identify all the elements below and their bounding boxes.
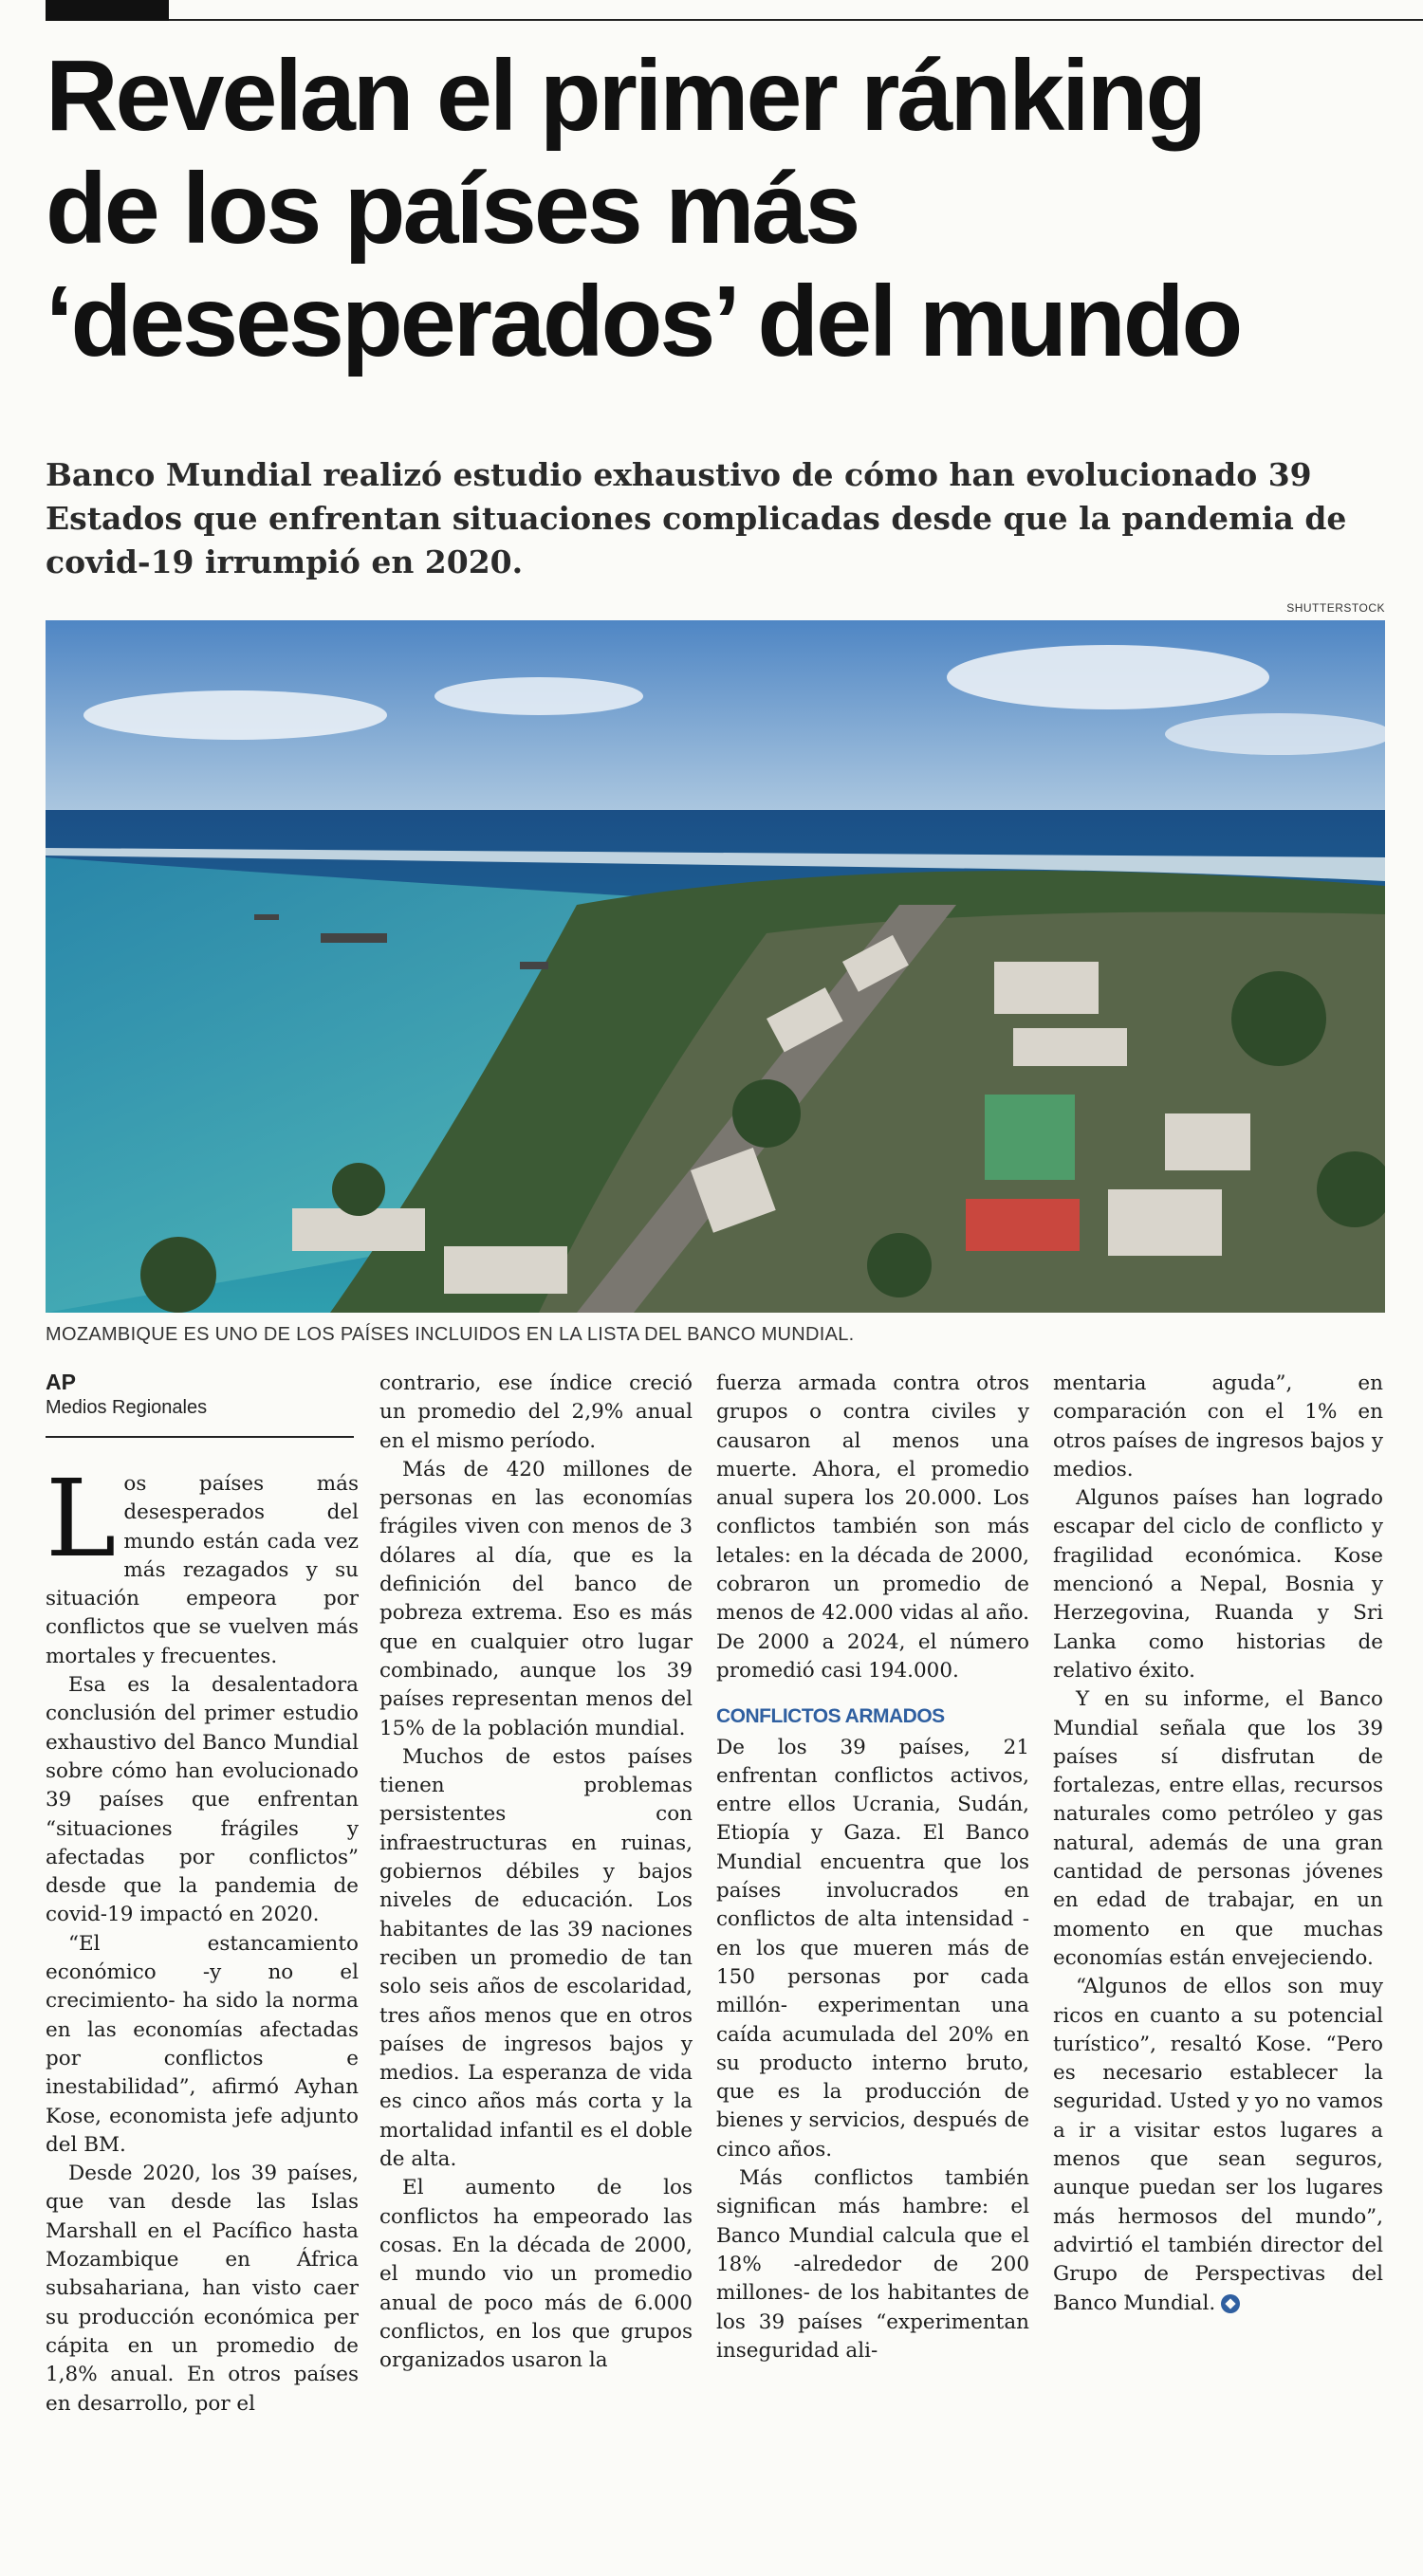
article-paragraph: Más de 420 millones de personas en las economías frágiles viven con menos de 3 dólares al día, que es la definición del banco de pobreza extrema. Eso es más que en cualquier otro lugar combinado, aunque los 39 países representan menos del 15% de la población mundial. (379, 1457, 693, 1740)
article-paragraph (46, 1470, 359, 1671)
article-closing-text: “Algunos de ellos son muy ricos en cuanto a su potencial turístico”, resaltó Kose. “Pero es necesario establecer la seguridad. Usted y yo no vamos a ir a visitar estos lugares a menos que sean seguros, aunque puedan ser los lugares más hermosos del mundo”, advirtió el también director del Grupo de Perspectivas del Banco Mundial. (1053, 1975, 1383, 2315)
article-paragraph: El aumento de los conflictos ha empeorado las cosas. En la década de 2000, el mundo vio un promedio anual de poco más de 6.000 conflictos, en los que grupos organizados usaron la (379, 2176, 693, 2373)
byline (46, 1370, 349, 1419)
article-paragraph: “El estancamiento económico -y no el crecimiento- ha sido la norma en las economías afectadas por conflictos e inestabilidad”, afirmó Ayhan Kose, economista jefe adjunto del BM. (46, 1931, 359, 2157)
article-paragraph: Y en su informe, el Banco Mundial señala que los 39 países sí disfrutan de fortalezas, entre ellas, recursos naturales como petróleo y gas natural, además de una gran cantidad de personas jóvenes en edad de trabajar, en un momento en que muchas economías están envejeciendo. (1053, 1687, 1383, 1970)
article-paragraph: Desde 2020, los 39 países, que van desde las Islas Marshall en el Pacífico hasta Mozambique en África subsahariana, han visto caer su producción económica per cápita en un promedio de 1,8% anual. En otros países en desarrollo, por el (46, 2162, 359, 2416)
headline-line-3: ‘desesperados’ del mundo (46, 266, 1241, 377)
top-rule (169, 19, 1423, 21)
byline-section: Medios Regionales (46, 1397, 208, 1418)
deck-line-2: Estados que enfrentan situaciones complicadas desde que la pandemia de (46, 500, 1347, 537)
article-column-3 (716, 1370, 1029, 2565)
deck-line-1: Banco Mundial realizó estudio exhaustivo de cómo han evolucionado 39 (46, 456, 1312, 493)
article-paragraph (1053, 1973, 1383, 2318)
byline-rule (46, 1436, 354, 1438)
section-tab (46, 0, 169, 21)
headline-line-2: de los países más (46, 153, 859, 265)
end-mark-icon (1221, 2294, 1240, 2313)
article-column-2 (379, 1370, 693, 2565)
deck-line-3: covid-19 irrumpió en 2020. (46, 543, 524, 580)
article-paragraph: Esa es la desalentadora conclusión del primer estudio exhaustivo del Banco Mundial sobre cómo han evolucionado 39 países que enfrentan “situaciones frágiles y afectadas por conflictos” desde que la pandemia de covid-19 impactó en 2020. (46, 1673, 359, 1927)
article-lead-text: os países más desesperados del mundo están cada vez más rezagados y su situación empeora por conflictos que se vuelven más mortales y frecuentes. (46, 1472, 359, 1668)
article-paragraph: mentaria aguda”, en comparación con el 1% en otros países de ingresos bajos y medios. (1053, 1371, 1383, 1481)
article-paragraph: fuerza armada contra otros grupos o contra civiles y causaron al menos una muerte. Ahora, el promedio anual supera los 20.000. Los conflictos también son más letales: en la década de 2000, cobraron un promedio de menos de 42.000 vidas al año. De 2000 a 2024, el número promedió casi 194.000. (716, 1371, 1029, 1683)
headline-line-1: Revelan el primer ránking (46, 40, 1205, 152)
deck (46, 453, 1393, 584)
aerial-photo (46, 620, 1385, 1313)
article-paragraph: Algunos países han logrado escapar del ciclo de conflicto y fragilidad económica. Kose mencionó a Nepal, Bosnia y Herzegovina, Ruanda y Sri Lanka como historias de relativo éxito. (1053, 1486, 1383, 1683)
article-paragraph: De los 39 países, 21 enfrentan conflictos activos, entre ellos Ucrania, Sudán, Etiopía y Gaza. El Banco Mundial encuentra que los países involucrados en conflictos de alta intensidad -en los que mueren más de 150 personas por cada millón- experimentan una caída acumulada del 20% en su producto interno bruto, que es la producción de bienes y servicios, después de cinco años. (716, 1735, 1029, 2162)
byline-agency: AP (46, 1370, 76, 1394)
article-column-4 (1053, 1370, 1383, 2565)
photo-caption: MOZAMBIQUE ES UNO DE LOS PAÍSES INCLUIDOS EN LA LISTA DEL BANCO MUNDIAL. (46, 1324, 855, 1345)
article-paragraph: contrario, ese índice creció un promedio del 2,9% anual en el mismo período. (379, 1371, 693, 1453)
article-column-1 (46, 1470, 359, 2565)
subhead-conflictos: CONFLICTOS ARMADOS (716, 1705, 945, 1728)
article-paragraph: Más conflictos también significan más hambre: el Banco Mundial calcula que el 18% -alrededor de 200 millones- de los habitantes de los 39 países “experimentan inseguridad ali- (716, 2166, 1029, 2363)
article-paragraph: Muchos de estos países tienen problemas persistentes con infraestructuras en ruinas, gobiernos débiles y bajos niveles de educación. Los habitantes de las 39 naciones reciben un promedio de tan solo seis años de escolaridad, tres años menos que en otros países de ingresos bajos y medios. La esperanza de vida es cinco años más corta y la mortalidad infantil es el doble de alta. (379, 1744, 693, 2172)
dropcap: L (46, 1470, 117, 1581)
photo-credit: SHUTTERSTOCK (1286, 601, 1385, 615)
aerial-photo-illustration (46, 620, 1385, 1313)
headline (46, 40, 1402, 378)
